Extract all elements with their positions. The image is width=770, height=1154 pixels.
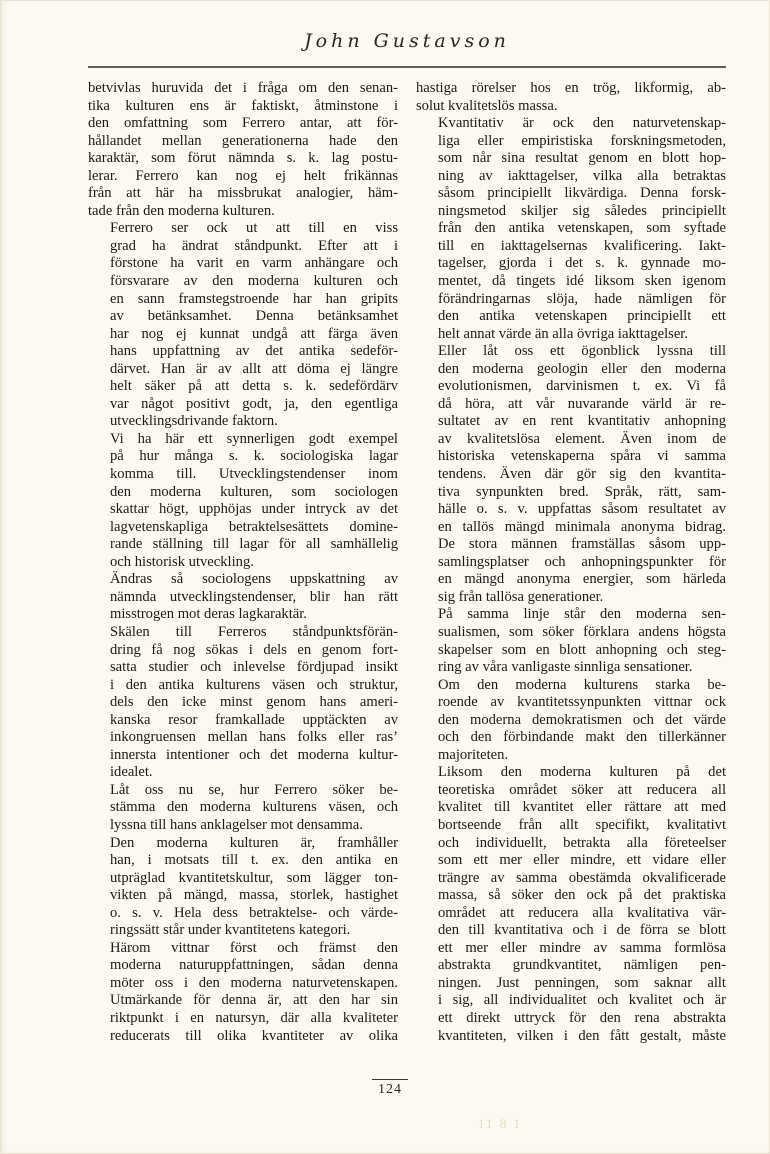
text-line: den moderna kulturen, som sociologen xyxy=(110,483,398,500)
paragraph xyxy=(88,624,398,782)
text-line: dels den icke minst genom hans ameri- xyxy=(110,694,398,711)
text-line: Liksom den moderna kulturen på det xyxy=(438,764,726,781)
text-line: vikten på mängd, massa, storlek, hastighet xyxy=(110,887,398,904)
text-line: trängre av samma obestämda okvalificerade xyxy=(438,869,726,886)
text-line: från den antika vetenskapen, som syftade xyxy=(438,220,726,237)
text-line: på hur många s. k. sociologiska lagar xyxy=(110,448,398,465)
paragraph xyxy=(88,940,398,1045)
text-line: tiva synpunkten bred. Språk, rätt, sam- xyxy=(438,483,726,500)
text-line: den moderna geologin eller den moderna xyxy=(438,360,726,377)
text-line: evolutionismen, darvinismen t. ex. Vi få xyxy=(438,378,726,395)
text-line: kanska resor framkallade upptäckten av xyxy=(110,711,398,728)
text-line: samlingsplatser och anhopningspunkter för xyxy=(438,553,726,570)
text-line: mentet, då tingets idé liksom sken igenom xyxy=(438,273,726,290)
text-line: av betänksamhet. Denna betänksamhet xyxy=(110,308,398,325)
text-line: i sig, all individualitet och kvalitet och är xyxy=(438,992,726,1009)
text-line: till en iakttagelsernas kvalificering. Iakt- xyxy=(438,237,726,254)
text-line: ett direkt uttryck för den rena abstrakta xyxy=(438,1009,726,1026)
running-head: John Gustavson xyxy=(304,30,510,52)
text-line: skattar högt, upphöjas under intryck av det xyxy=(110,501,398,518)
text-line: tendens. Även där gör sig den kvantita- xyxy=(438,466,726,483)
text-line: som ett mer eller mindre, ett vidare eller xyxy=(438,852,726,869)
text-line: området att reducera alla kvalitativa vär- xyxy=(438,904,726,921)
paragraph xyxy=(416,115,726,343)
text-line: ning av iakttagelser, vilka alla betraktas xyxy=(438,167,726,184)
text-line: moderna naturuppfattningen, sådan denna xyxy=(110,957,398,974)
text-line: den moderna demokratismen och det värde xyxy=(438,711,726,728)
text-line: den omfattning som Ferrero antar, att för- xyxy=(88,115,398,132)
text-line: reducerats till olika kvantiteter av olika xyxy=(110,1027,398,1044)
text-line: innersta intentioner och det moderna kultur- xyxy=(110,746,398,763)
text-line: Låt oss nu se, hur Ferrero söker be- xyxy=(110,781,398,798)
text-line: Kvantitativ är ock den naturvetenskap- xyxy=(438,115,726,132)
text-line: från att här ha missbrukat analogier, häm- xyxy=(88,185,398,202)
bleed-through-text: 11 8 1 xyxy=(478,1116,523,1131)
folio-rule xyxy=(372,1079,408,1080)
text-line: möter oss i den moderna naturvetenskapen. xyxy=(110,974,398,991)
text-line: därvet. Han är av allt att döma ej längre xyxy=(110,360,398,377)
text-line: sultatet av en rent kvantitativ anhopning xyxy=(438,413,726,430)
text-line: ringssätt står under kvantitetens kategori. xyxy=(110,922,351,939)
page-number: 124 xyxy=(378,1082,402,1097)
text-line: som når sina resultat genom en blott hop- xyxy=(438,150,726,167)
text-line: dring få nog sökas i dels en genom fort- xyxy=(110,641,398,658)
text-line: bortseende från allt specifikt, kvalitativt xyxy=(438,816,726,833)
text-line: komma till. Utvecklingstendenser inom xyxy=(110,466,398,483)
text-line: kvalitet till kvantitet eller rättare att med xyxy=(438,799,726,816)
text-line: en tallös mängd minimala anonyma bidrag. xyxy=(438,518,726,535)
text-line: abstrakta grundkvantitet, nämligen pen- xyxy=(438,957,726,974)
text-line: satta studier och inlevelse fördjupad insikt xyxy=(110,659,398,676)
text-line: karaktär, som förut nämnda s. k. lag postu- xyxy=(88,150,398,167)
paragraph xyxy=(416,764,726,1045)
text-line: utpräglad kvantitetskultur, som lägger ton- xyxy=(110,869,398,886)
text-line: ningen. Just penningen, som saknar allt xyxy=(438,974,726,991)
paragraph xyxy=(88,782,398,835)
text-line: en mängd anonyma energier, som härleda xyxy=(438,571,726,588)
text-line: tade från den moderna kulturen. xyxy=(88,202,275,219)
text-line: liga eller empiristiska forskningsmetoden, xyxy=(438,132,726,149)
text-line: hans uppfattning av det antika sedeför- xyxy=(110,343,398,360)
paragraph xyxy=(416,80,726,115)
text-line: betvivlas huruvida det i fråga om den senan- xyxy=(88,80,398,96)
text-line: massa, så söker den ock på det praktiska xyxy=(438,887,726,904)
header-rule xyxy=(88,66,726,68)
paragraph xyxy=(88,571,398,624)
text-line: historiska vetenskaperna spåra vi samma xyxy=(438,448,726,465)
text-line: Om den moderna kulturens starka be- xyxy=(438,676,726,693)
paragraph xyxy=(88,835,398,940)
text-line: en sann framstegstroende har han gripits xyxy=(110,290,398,307)
text-line: hälle o. s. v. uppfattas såsom resultatet av xyxy=(438,501,726,518)
text-line: utvecklingsdrivande faktorn. xyxy=(110,413,278,430)
text-line: hastiga rörelser hos en trög, likformig, ab- xyxy=(416,80,726,96)
text-line: solut kvalitetslös massa. xyxy=(416,97,558,114)
right-column xyxy=(416,80,726,1045)
text-line: helt annat värde än alla övriga iakttagelser. xyxy=(438,325,689,342)
text-line: nämnda utvecklingstendenser, blir han rätt xyxy=(110,588,398,605)
paragraph xyxy=(416,677,726,765)
text-line: Härom vittnar först och främst den xyxy=(110,939,398,956)
text-line: och historisk utveckling. xyxy=(110,553,254,570)
text-line: tagelser, gjorda i det s. k. gynnade mo- xyxy=(438,255,726,272)
text-line: förändringarnas slöja, hade nämligen för xyxy=(438,290,726,307)
text-line: De stora männen framställas såsom upp- xyxy=(438,536,726,553)
text-line: idealet. xyxy=(110,764,153,781)
text-line: Ändras så sociologens uppskattning av xyxy=(110,571,398,588)
text-line: hållandet mellan generationerna hade den xyxy=(88,132,398,149)
text-line: skapelser som en blott anhopning och steg- xyxy=(438,641,726,658)
text-line: lagvetenskapliga betraktelsesättets domine- xyxy=(110,518,398,535)
text-line: Ferrero ser ock ut att till en viss xyxy=(110,220,398,237)
paragraph xyxy=(88,220,398,431)
text-line: riktpunkt i en natursyn, där alla kvaliteter xyxy=(110,1009,398,1026)
paragraph xyxy=(416,606,726,676)
text-line: På samma linje står den moderna sen- xyxy=(438,606,726,623)
text-line: teoretiska området söker att reducera all xyxy=(438,781,726,798)
text-line: ningsmetod skiljer sig således principiellt xyxy=(438,202,726,219)
text-line: av kvalitetslösa element. Även inom de xyxy=(438,430,726,447)
text-line: Den moderna kulturen är, framhåller xyxy=(110,834,398,851)
text-line: Skälen till Ferreros ståndpunktsförän- xyxy=(110,623,398,640)
text-line: helt säker på att detta s. k. sedefördärv xyxy=(110,378,398,395)
text-line: såsom principiellt likvärdiga. Denna forsk- xyxy=(438,185,726,202)
body-columns xyxy=(88,80,726,1045)
text-line: han, i motsats till t. ex. den antika en xyxy=(110,852,398,869)
text-line: och den förbindande makt den tillerkänner xyxy=(438,729,726,746)
text-line: den till kvantitativa och i de förra se blott xyxy=(438,922,726,939)
text-line: stämma den moderna kulturens väsen, och xyxy=(110,799,398,816)
text-line: lyssna till hans anklagelser mot densamma. xyxy=(110,816,363,833)
paragraph xyxy=(416,343,726,606)
text-line: Utmärkande för denna är, att den har sin xyxy=(110,992,398,1009)
text-line: den antika vetenskapen principiellt ett xyxy=(438,308,726,325)
text-line: ring av våra vanligaste sinnliga sensationer. xyxy=(438,659,693,676)
text-line: var något positivt godt, ja, den egentliga xyxy=(110,395,398,412)
text-line: försvarare av den moderna kulturen och xyxy=(110,273,398,290)
text-line: misstrogen mot deras lagkaraktär. xyxy=(110,606,307,623)
text-line: ett mer eller mindre av samma formlösa xyxy=(438,939,726,956)
text-line: grad ha ändrat ståndpunkt. Efter att i xyxy=(110,237,398,254)
text-line: sualismen, som söker förklara andens högsta xyxy=(438,623,726,640)
text-line: kvantiteten, vilken i den fått gestalt, måste xyxy=(438,1027,726,1044)
paragraph xyxy=(88,80,398,220)
text-line: då höra, att vår nuvarande värld är re- xyxy=(438,395,726,412)
text-line: tika kulturen ens är faktiskt, åtminstone i xyxy=(88,97,398,114)
text-line: Vi ha här ett synnerligen godt exempel xyxy=(110,430,398,447)
text-line: och individuellt, betrakta alla företeelser xyxy=(438,834,726,851)
text-line: sig från tallösa generationer. xyxy=(438,588,604,605)
text-line: o. s. v. Hela dess betraktelse- och värde- xyxy=(110,904,398,921)
text-line: roende av kvantitetssynpunkten vittnar ock xyxy=(438,694,726,711)
paragraph xyxy=(88,431,398,571)
text-line: inkongruensen mellan hans folks eller ras’ xyxy=(110,729,398,746)
text-line: lerar. Ferrero kan nog ej helt frikännas xyxy=(88,167,398,184)
text-line: förstone ha varit en varm anhängare och xyxy=(110,255,398,272)
text-line: i den antika kulturens väsen och struktur, xyxy=(110,676,398,693)
text-line: majoriteten. xyxy=(438,746,509,763)
text-line: Eller låt oss ett ögonblick lyssna till xyxy=(438,343,726,360)
left-column xyxy=(88,80,398,1045)
text-line: rande ställning till lagar för all samhällelig xyxy=(110,536,398,553)
text-line: har nog ej kunnat undgå att färga även xyxy=(110,325,398,342)
